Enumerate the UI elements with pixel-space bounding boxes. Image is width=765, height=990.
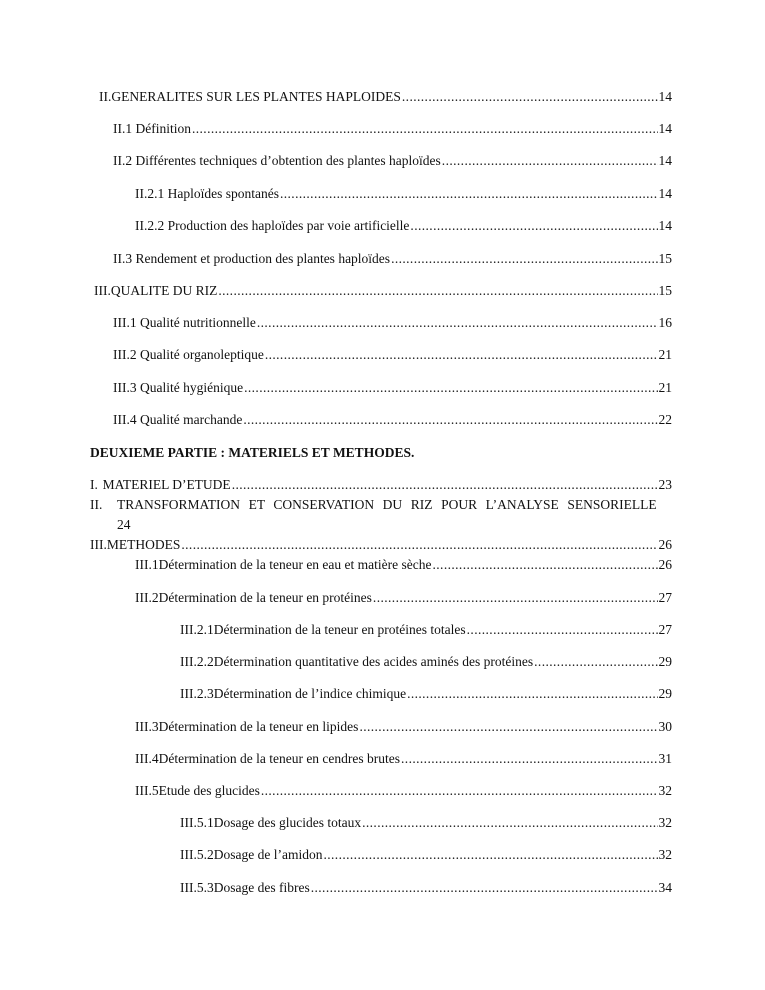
toc-entry-page: 23 (658, 477, 672, 492)
toc-entry-page: 30 (658, 719, 672, 734)
toc-entry-page: 29 (658, 654, 672, 669)
toc-entry[interactable] (90, 476, 672, 494)
dot-leader (181, 536, 657, 554)
dot-leader (243, 411, 657, 429)
toc-entry[interactable] (113, 346, 672, 364)
toc-entry-number: III.2.2 (180, 654, 214, 669)
toc-entry-number: III. (90, 537, 107, 552)
dot-leader (323, 846, 657, 864)
toc-entry-page: 15 (658, 251, 672, 266)
toc-entry-title: II.3 Rendement et production des plantes haploïdes (113, 251, 391, 266)
dot-leader (359, 718, 657, 736)
dot-leader (407, 685, 657, 703)
toc-entry[interactable] (180, 621, 672, 639)
part-heading: DEUXIEME PARTIE : MATERIELS ET METHODES. (90, 445, 415, 460)
toc-entry-number: I. (90, 477, 98, 492)
toc-entry-title: III.4 Qualité marchande (113, 412, 243, 427)
toc-entry[interactable] (113, 314, 672, 332)
toc-entry-number: III.2.1 (180, 622, 214, 637)
toc-entry-title: Détermination quantitative des acides aminés des protéines (213, 654, 534, 669)
dot-leader (362, 814, 657, 832)
toc-entry-title: TRANSFORMATION ET CONSERVATION DU RIZ POUR L’ANALYSE SENSORIELLE (117, 497, 657, 512)
dot-leader (402, 88, 658, 106)
toc-entry-number: III. (94, 283, 111, 298)
toc-entry-title: III.2 Qualité organoleptique (113, 347, 264, 362)
toc-entry-title: II.2 Différentes techniques d’obtention des plantes haploïdes (113, 153, 441, 168)
toc-entry-title: II.1 Définition (113, 121, 191, 136)
toc-entry-number: III.3 (135, 719, 159, 734)
toc-entry-number: II. (99, 89, 112, 104)
toc-entry-number: III.4 (135, 751, 159, 766)
toc-entry[interactable] (94, 282, 672, 300)
toc-entry-page: 32 (658, 815, 672, 830)
toc-entry-title: II.2.1 Haploïdes spontanés (135, 186, 279, 201)
dot-leader (218, 282, 657, 300)
toc-entry-page: 31 (658, 751, 672, 766)
toc-entry-page: 32 (658, 847, 672, 862)
toc-entry-page: 27 (658, 622, 672, 637)
toc-entry-title: GENERALITES SUR LES PLANTES HAPLOIDES (111, 89, 401, 104)
toc-entry[interactable] (135, 185, 672, 203)
toc-entry-number: III.5.1 (180, 815, 214, 830)
toc-entry[interactable] (135, 782, 672, 800)
toc-entry[interactable] (180, 685, 672, 703)
toc-entry-title: Dosage des glucides totaux (213, 815, 362, 830)
toc-entry-title: QUALITE DU RIZ (110, 283, 218, 298)
dot-leader (311, 879, 658, 897)
toc-entry-number: III.2 (135, 590, 159, 605)
toc-entry-title: Détermination de la teneur en lipides (158, 719, 359, 734)
dot-leader (467, 621, 658, 639)
toc-entry-page: 34 (658, 880, 672, 895)
toc-entry-page: 24 (117, 517, 131, 532)
toc-entry[interactable] (180, 879, 672, 897)
toc-entry-page: 14 (658, 153, 672, 168)
toc-entry-number: III.1 (135, 557, 159, 572)
toc-entry-number: III.5.2 (180, 847, 214, 862)
toc-entry[interactable] (90, 496, 710, 514)
dot-leader (534, 653, 657, 671)
dot-leader (391, 250, 657, 268)
toc-entry-page: 27 (658, 590, 672, 605)
toc-entry-title: MATERIEL D’ETUDE (102, 477, 231, 492)
toc-entry-title: Dosage des fibres (213, 880, 310, 895)
toc-entry[interactable] (135, 718, 672, 736)
toc-entry-title: III.3 Qualité hygiénique (113, 380, 244, 395)
toc-entry-page: 32 (658, 783, 672, 798)
dot-leader (232, 476, 658, 494)
toc-entry-title: Dosage de l’amidon (213, 847, 323, 862)
toc-entry-number: III.2.3 (180, 686, 214, 701)
toc-entry-title: Détermination de l’indice chimique (213, 686, 407, 701)
toc-entry[interactable] (113, 152, 672, 170)
toc-entry-page: 14 (658, 121, 672, 136)
toc-entry[interactable] (135, 589, 672, 607)
toc-entry-page: 14 (658, 186, 672, 201)
toc-entry[interactable] (90, 536, 672, 554)
toc-entry[interactable] (99, 88, 672, 106)
toc-entry[interactable] (135, 556, 672, 574)
toc-entry-page: 26 (658, 557, 672, 572)
toc-entry-page: 14 (658, 89, 672, 104)
toc-entry-page: 29 (658, 686, 672, 701)
dot-leader (265, 346, 658, 364)
toc-entry-page: 14 (658, 218, 672, 233)
dot-leader (261, 782, 658, 800)
toc-entry[interactable] (113, 250, 672, 268)
toc-entry-page: 15 (658, 283, 672, 298)
toc-entry-number: II. (90, 497, 103, 512)
toc-entry[interactable] (135, 217, 672, 235)
toc-entry-page: 22 (658, 412, 672, 427)
toc-entry-title: Détermination de la teneur en protéines totales (213, 622, 466, 637)
toc-entry-title: II.2.2 Production des haploïdes par voie artificielle (135, 218, 410, 233)
toc-entry[interactable] (180, 814, 672, 832)
toc-entry-number: III.5 (135, 783, 159, 798)
toc-entry-number: III.5.3 (180, 880, 214, 895)
toc-entry-page: 16 (658, 315, 672, 330)
toc-entry[interactable] (135, 750, 672, 768)
dot-leader (192, 120, 658, 138)
toc-entry-title: Etude des glucides (158, 783, 260, 798)
toc-entry[interactable] (180, 846, 672, 864)
dot-leader (442, 152, 658, 170)
dot-leader (257, 314, 658, 332)
dot-leader (433, 556, 658, 574)
dot-leader (244, 379, 657, 397)
dot-leader (410, 217, 657, 235)
dot-leader (280, 185, 658, 203)
toc-entry[interactable] (113, 379, 672, 397)
toc-entry-title: Détermination de la teneur en cendres brutes (158, 751, 401, 766)
toc-entry-title: III.1 Qualité nutritionnelle (113, 315, 256, 330)
dot-leader (401, 750, 657, 768)
toc-entry-page-continued (117, 516, 131, 534)
toc-entry-title: METHODES (106, 537, 181, 552)
toc-entry-page: 21 (658, 347, 672, 362)
toc-entry-title: Détermination de la teneur en protéines (158, 590, 372, 605)
dot-leader (373, 589, 658, 607)
toc-entry-page: 21 (658, 380, 672, 395)
toc-entry[interactable] (113, 120, 672, 138)
toc-entry-page: 26 (658, 537, 672, 552)
toc-entry[interactable] (113, 411, 672, 429)
toc-entry-title: Détermination de la teneur en eau et matière sèche (158, 557, 432, 572)
toc-entry[interactable] (180, 653, 672, 671)
